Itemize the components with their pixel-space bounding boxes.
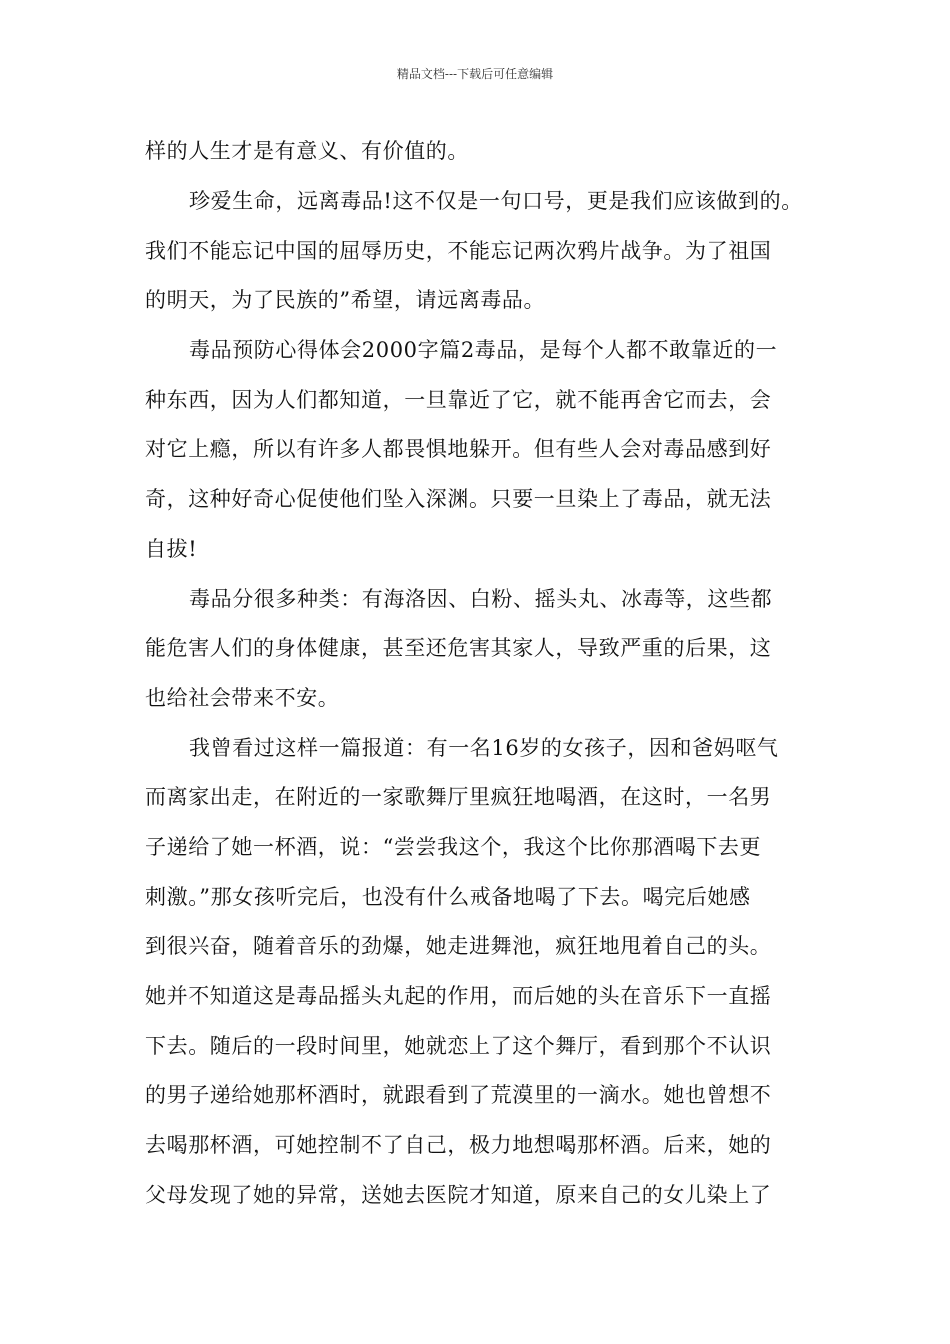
text-line: 到很兴奋，随着音乐的劲爆，她走进舞池，疯狂地甩着自己的头。	[145, 934, 772, 958]
text-line: 也给社会带来不安。	[145, 686, 340, 710]
text-line: 种东西，因为人们都知道，一旦靠近了它，就不能再舍它而去，会	[145, 388, 772, 412]
text-line: 的明天，为了民族的”希望，请远离毒品。	[145, 288, 546, 312]
text-line: 样的人生才是有意义、有价值的。	[145, 139, 469, 163]
text-line: 我曾看过这样一篇报道：有一名16岁的女孩子，因和爸妈呕气	[189, 736, 779, 760]
text-line: 刺激。”那女孩听完后，也没有什么戒备地喝了下去。喝完后她感	[145, 885, 751, 909]
text-line: 下去。随后的一段时间里，她就恋上了这个舞厅，看到那个不认识	[145, 1034, 772, 1058]
text-line: 自拔!	[145, 537, 198, 561]
text-line: 而离家出走，在附近的一家歌舞厅里疯狂地喝酒，在这时，一名男	[145, 785, 772, 809]
text-line: 子递给了她一杯酒，说：“尝尝我这个，我这个比你那酒喝下去更	[145, 835, 762, 859]
text-line: 我们不能忘记中国的屈辱历史，不能忘记两次鸦片战争。为了祖国	[145, 239, 772, 263]
text-line: 的男子递给她那杯酒时，就跟看到了荒漠里的一滴水。她也曾想不	[145, 1083, 772, 1107]
text-line: 毒品预防心得体会2000字篇2毒品，是每个人都不敢靠近的一	[189, 338, 778, 362]
text-line: 她并不知道这是毒品摇头丸起的作用，而后她的头在音乐下一直摇	[145, 984, 772, 1008]
text-line: 对它上瘾，所以有许多人都畏惧地躲开。但有些人会对毒品感到好	[145, 437, 772, 461]
text-line: 珍爱生命，远离毒品!这不仅是一句口号，更是我们应该做到的。	[189, 189, 803, 213]
text-line: 能危害人们的身体健康，甚至还危害其家人，导致严重的后果，这	[145, 636, 772, 660]
page-header: 精品文档---下载后可任意编辑	[396, 67, 554, 81]
text-line: 毒品分很多种类：有海洛因、白粉、摇头丸、冰毒等，这些都	[189, 587, 773, 611]
text-line: 父母发现了她的异常，送她去医院才知道，原来自己的女儿染上了	[145, 1183, 772, 1207]
text-line: 奇，这种好奇心促使他们坠入深渊。只要一旦染上了毒品，就无法	[145, 487, 772, 511]
text-line: 去喝那杯酒，可她控制不了自己，极力地想喝那杯酒。后来，她的	[145, 1133, 772, 1157]
